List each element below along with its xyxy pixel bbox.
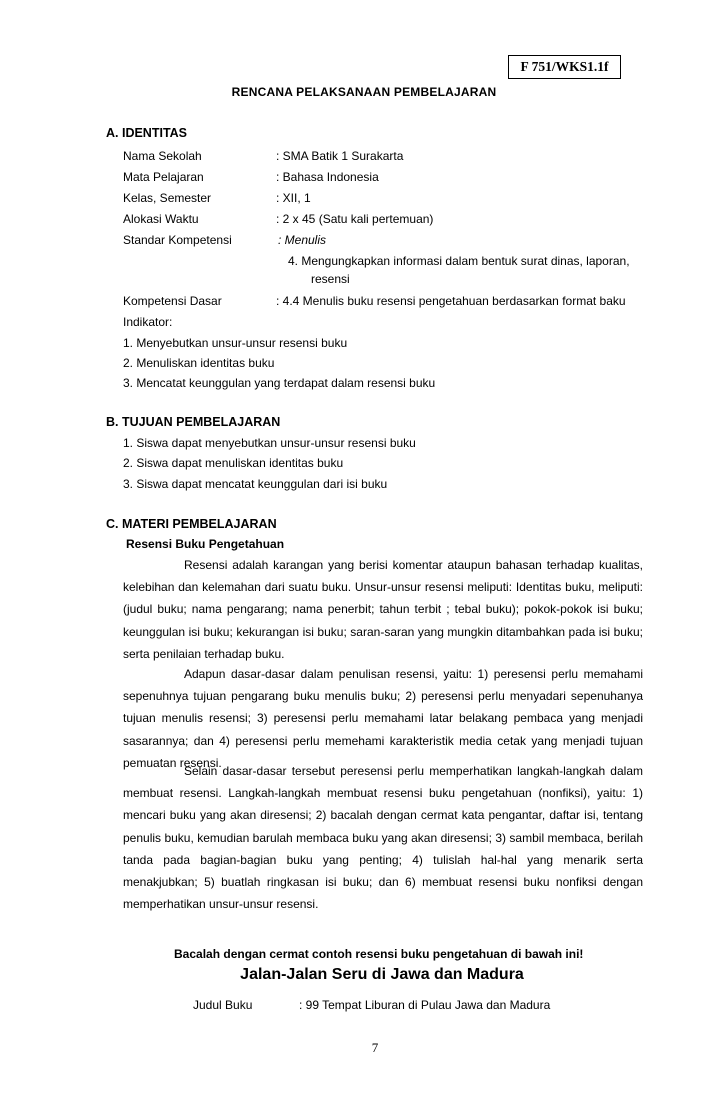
materi-paragraph-3: Selain dasar-dasar tersebut peresensi perlu memperhatikan langkah-langkah dalam membuat resensi. Langkah-langkah membuat resensi buku pengetahuan (nonfiksi), yaitu: 1) mencari buku yang akan diresensi; 2) bacalah dengan cermat kata pengantar, daftar isi, tentang penulis buku, kemudian barulah membaca buku yang akan diresensi; 3) sambil membaca, berilah tanda pada bagian-bagian buku yang penting; 4) tulislah hal-hal yang menarik serta menakjubkan; 5) buatlah ringkasan isi buku; dan 6) membuat resensi buku nonfiksi dengan memperhatikan unsur-unsur resensi. <box>123 764 643 912</box>
indikator-item: 3. Mencatat keunggulan yang terdapat dalam resensi buku <box>123 376 436 390</box>
sk-item-line1: 4. Mengungkapkan informasi dalam bentuk surat dinas, laporan, <box>288 254 630 268</box>
materi-paragraph-2: Adapun dasar-dasar dalam penulisan resensi, yaitu: 1) peresensi perlu memahami sepenuhnya tujuan pengarang buku menulis buku; 2) peresensi perlu menyadari sepenuhanya tujuan menulis resensi; 3) peresensi perlu memahami latar belakang pembaca yang menjadi sasarannya; dan 4) peresensi perlu memehami karakteristik media cetak yang menjadi tujuan pemuatan resensi. <box>123 667 643 770</box>
tujuan-item: 3. Siswa dapat mencatat keunggulan dari isi buku <box>123 477 388 491</box>
form-code-box: F 751/WKS1.1f <box>508 55 621 79</box>
indikator-label: Indikator: <box>123 315 173 329</box>
label-kelas-semester: Kelas, Semester <box>123 191 212 205</box>
label-kompetensi-dasar: Kompetensi Dasar <box>123 294 222 308</box>
value-kompetensi-dasar: : 4.4 Menulis buku resensi pengetahuan berdasarkan format baku <box>276 294 626 308</box>
sk-item-line2: resensi <box>311 272 350 286</box>
label-mata-pelajaran: Mata Pelajaran <box>123 170 204 184</box>
value-standar-kompetensi: : Menulis <box>278 233 327 247</box>
label-standar-kompetensi: Standar Kompetensi <box>123 233 232 247</box>
section-heading-tujuan: B. TUJUAN PEMBELAJARAN <box>106 415 281 429</box>
section-heading-identitas: A. IDENTITAS <box>106 126 188 140</box>
value-kelas-semester: : XII, 1 <box>276 191 311 205</box>
judul-buku-value: : 99 Tempat Liburan di Pulau Jawa dan Madura <box>299 998 551 1012</box>
judul-buku-label: Judul Buku <box>193 998 253 1012</box>
indikator-item: 2. Menuliskan identitas buku <box>123 356 275 370</box>
page-number: 7 <box>371 1040 379 1055</box>
value-alokasi-waktu: : 2 x 45 (Satu kali pertemuan) <box>276 212 434 226</box>
contoh-instruction: Bacalah dengan cermat contoh resensi buku pengetahuan di bawah ini! <box>174 947 584 961</box>
tujuan-item: 1. Siswa dapat menyebutkan unsur-unsur resensi buku <box>123 436 416 450</box>
value-nama-sekolah: : SMA Batik 1 Surakarta <box>276 149 404 163</box>
value-mata-pelajaran: : Bahasa Indonesia <box>276 170 379 184</box>
tujuan-item: 2. Siswa dapat menuliskan identitas buku <box>123 456 344 470</box>
document-title: RENCANA PELAKSANAAN PEMBELAJARAN <box>231 85 497 99</box>
indikator-item: 1. Menyebutkan unsur-unsur resensi buku <box>123 336 348 350</box>
book-title: Jalan-Jalan Seru di Jawa dan Madura <box>240 966 524 983</box>
label-alokasi-waktu: Alokasi Waktu <box>123 212 199 226</box>
label-nama-sekolah: Nama Sekolah <box>123 149 202 163</box>
section-heading-materi: C. MATERI PEMBELAJARAN <box>106 517 277 531</box>
materi-paragraph-1: Resensi adalah karangan yang berisi komentar ataupun bahasan terhadap kualitas, kelebihan dan kelemahan dari suatu buku. Unsur-unsur resensi meliputi: Identitas buku, meliputi: (judul buku; nama pengarang; nama penerbit; tahun terbit ; tebal buku); pokok-pokok isi buku; keunggulan isi buku; kekurangan isi buku; saran-saran yang mungkin ditambahkan pada isi buku; serta penilaian terhadap buku. <box>123 558 643 661</box>
materi-subheading: Resensi Buku Pengetahuan <box>126 537 285 551</box>
